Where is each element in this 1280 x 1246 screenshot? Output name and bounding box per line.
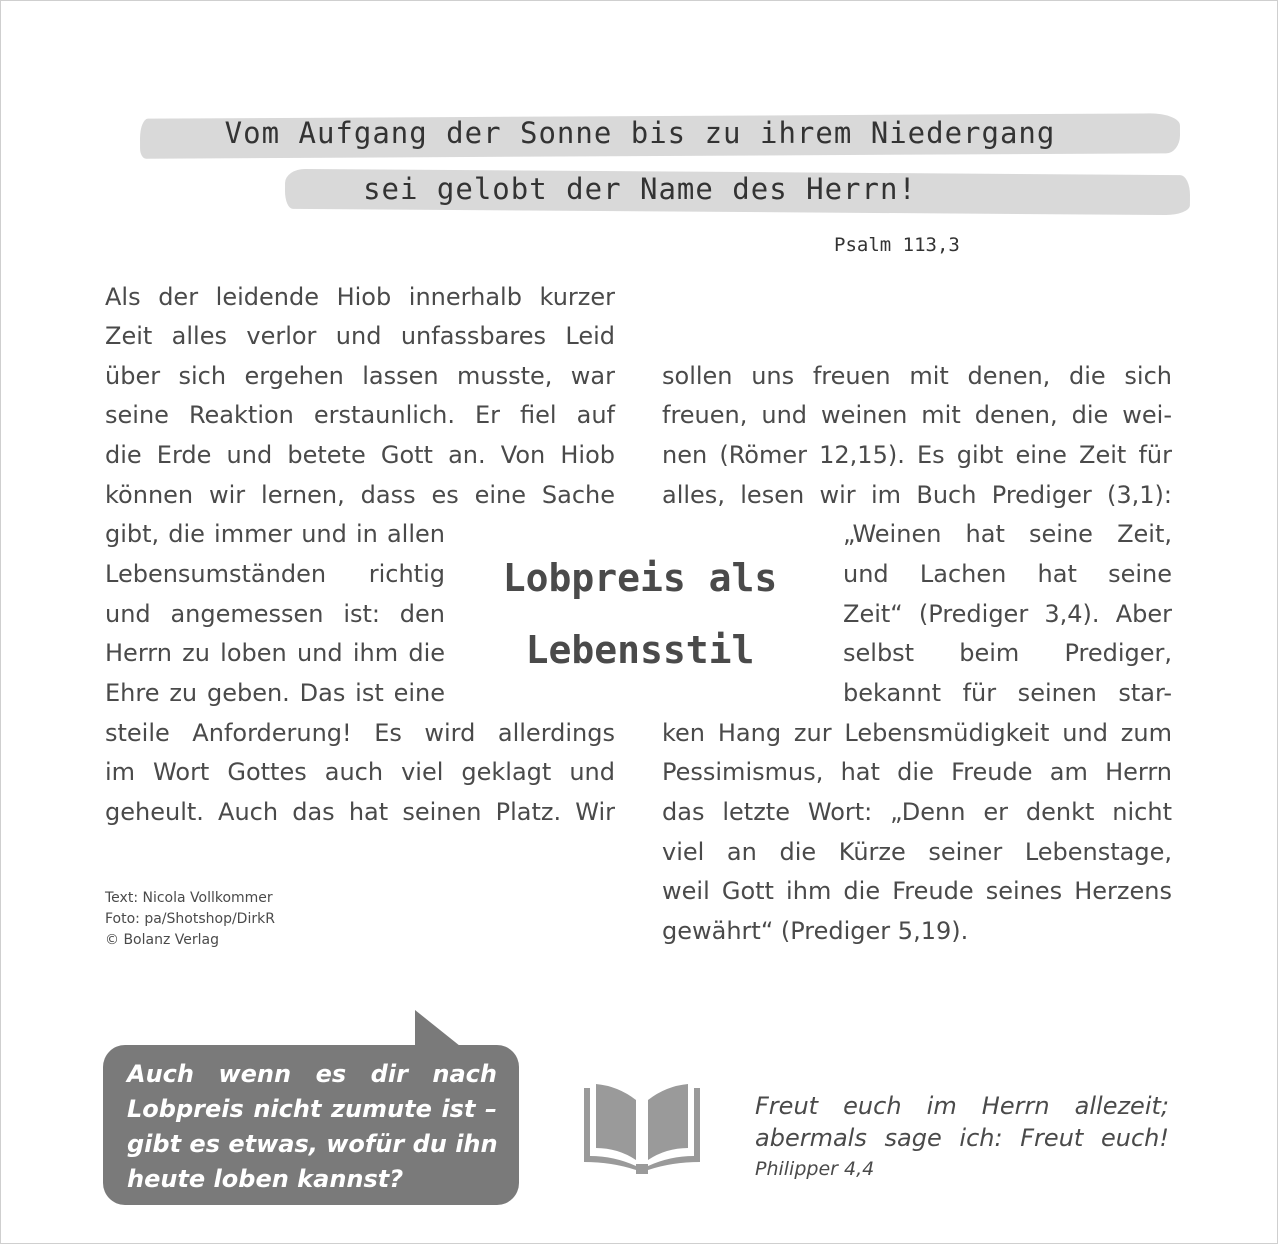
right-line: bekannt für seinen star-	[843, 679, 1172, 707]
credit-copyright: © Bolanz Verlag	[105, 932, 219, 948]
footer-quote-reference: Philipper 4,4	[755, 1158, 875, 1180]
right-line: und Lachen hat seine	[843, 560, 1172, 588]
right-line: „Weinen hat seine Zeit,	[843, 520, 1172, 548]
right-line: Pessimismus, hat die Freude am Herrn	[662, 758, 1172, 786]
left-line: Herrn zu loben und ihm die	[105, 639, 445, 667]
left-line: Als der leidende Hiob innerhalb kurzer	[105, 283, 615, 311]
right-line: das letzte Wort: „Denn er denkt nicht	[662, 798, 1172, 826]
header-verse-line-2: sei gelobt der Name des Herrn!	[363, 172, 917, 206]
left-line: die Erde und betete Gott an. Von Hiob	[105, 441, 615, 469]
header-verse-reference: Psalm 113,3	[834, 234, 960, 256]
bubble-line: Auch wenn es dir nach	[127, 1060, 497, 1088]
right-line: Zeit“ (Prediger 3,4). Aber	[843, 600, 1172, 628]
credits	[105, 888, 275, 951]
left-line: steile Anforderung! Es wird allerdings	[105, 719, 615, 747]
right-line: selbst beim Prediger,	[843, 639, 1172, 667]
right-line: freuen, und weinen mit denen, die wei-	[662, 401, 1172, 429]
left-line: Lebensumständen richtig	[105, 560, 445, 588]
right-line: weil Gott ihm die Freude seines Herzens	[662, 877, 1172, 905]
left-line: Zeit alles verlor und unfassbares Leid	[105, 322, 615, 350]
right-line: ken Hang zur Lebensmüdigkeit und zum	[662, 719, 1172, 747]
header-verse-line-1: Vom Aufgang der Sonne bis zu ihrem Niedergang	[224, 116, 1056, 150]
footer-quote-line-2: abermals sage ich: Freut euch!	[755, 1124, 1169, 1152]
left-line: und angemessen ist: den	[105, 600, 445, 628]
right-line: sollen uns freuen mit denen, die sich	[662, 362, 1172, 390]
bubble-line: gibt es etwas, wofür du ihn	[127, 1130, 498, 1158]
left-line: seine Reaktion erstaunlich. Er fiel auf	[105, 401, 615, 429]
bubble-line: Lobpreis nicht zumute ist –	[127, 1095, 497, 1123]
speech-bubble	[103, 1045, 519, 1205]
left-line: gibt, die immer und in allen	[105, 520, 445, 548]
left-line: im Wort Gottes auch viel geklagt und	[105, 758, 615, 786]
left-line: Ehre zu geben. Das ist eine	[105, 679, 445, 707]
right-line: nen (Römer 12,15). Es gibt eine Zeit für	[662, 441, 1172, 469]
article-title-line-2: Lebensstil	[525, 628, 755, 672]
left-line: können wir lernen, dass es eine Sache	[105, 481, 615, 509]
credit-text: Text: Nicola Vollkommer	[105, 890, 273, 906]
article-title-line-1: Lobpreis als	[502, 556, 778, 600]
bubble-line: heute loben kannst?	[127, 1165, 404, 1193]
credit-photo: Foto: pa/Shotshop/DirkR	[105, 911, 275, 927]
left-line: über sich ergehen lassen musste, war	[105, 362, 615, 390]
open-book-icon	[578, 1082, 706, 1174]
speech-bubble-tail	[415, 1010, 475, 1050]
right-line: alles, lesen wir im Buch Prediger (3,1):	[662, 481, 1172, 509]
right-line: viel an die Kürze seiner Lebenstage,	[662, 838, 1172, 866]
right-line: gewährt“ (Prediger 5,19).	[662, 917, 969, 945]
footer-quote-line-1: Freut euch im Herrn allezeit;	[755, 1092, 1169, 1120]
left-line: geheult. Auch das hat seinen Platz. Wir	[105, 798, 615, 826]
